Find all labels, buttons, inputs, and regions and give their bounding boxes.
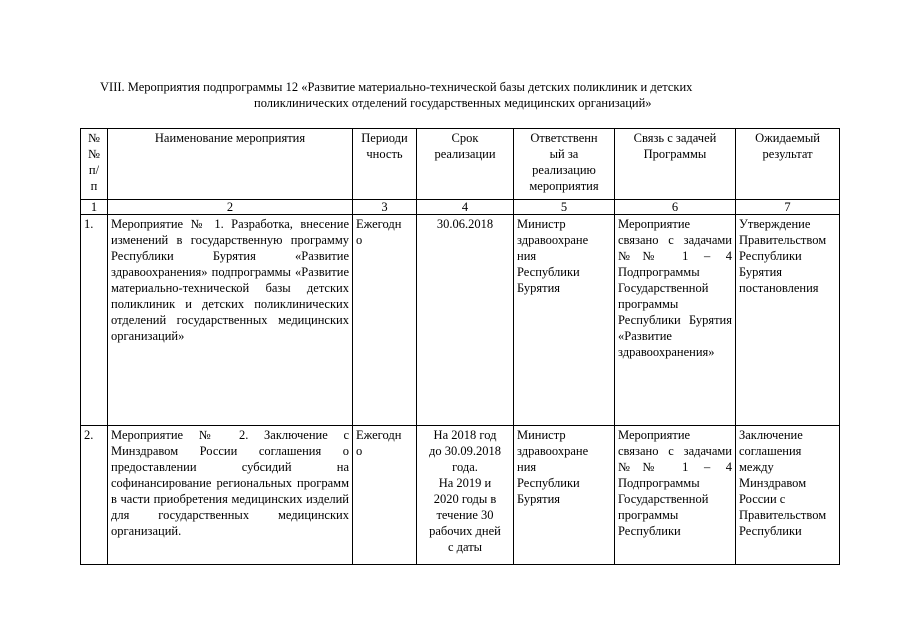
expected-result: Утверждение Правительством Республики Бурятия постановления bbox=[736, 215, 840, 426]
column-number: 4 bbox=[417, 200, 514, 215]
periodicity: Ежегодн о bbox=[353, 426, 417, 565]
table-row bbox=[81, 426, 840, 565]
program-link: Мероприятие связано с задачами №№ 1 – 4 Подпрограммы Государственной программы Республики Бурятия «Развитие здравоохранения» bbox=[615, 215, 736, 426]
table-header-row bbox=[81, 129, 840, 200]
measure-name: Мероприятие № 1. Разработка, внесение изменений в государственную программу Республики Бурятия «Развитие здравоохранения» подпрограммы «Развитие материально-технической базы детских поликлиник и детских поликлинических отделений государственных медицинских организаций» bbox=[108, 215, 353, 426]
header-expected-result: Ожидаемый результат bbox=[736, 129, 840, 200]
measures-table bbox=[80, 128, 840, 565]
responsible: Министр здравоохране ния Республики Бурятия bbox=[514, 426, 615, 565]
section-heading bbox=[100, 79, 840, 111]
row-number: 2. bbox=[81, 426, 108, 565]
header-term: Срок реализации bbox=[417, 129, 514, 200]
term: На 2018 год до 30.09.2018 года. На 2019 и 2020 годы в течение 30 рабочих дней с даты bbox=[417, 426, 514, 565]
section-heading-line-1: VIII. Мероприятия подпрограммы 12 «Развитие материально-технической базы детских поликлиник и детских bbox=[100, 80, 693, 94]
periodicity: Ежегодн о bbox=[353, 215, 417, 426]
header-responsible: Ответственн ый за реализацию мероприятия bbox=[514, 129, 615, 200]
header-number: № № п/ п bbox=[81, 129, 108, 200]
header-measure-name: Наименование мероприятия bbox=[108, 129, 353, 200]
responsible: Министр здравоохране ния Республики Бурятия bbox=[514, 215, 615, 426]
column-number: 3 bbox=[353, 200, 417, 215]
column-number: 7 bbox=[736, 200, 840, 215]
row-number: 1. bbox=[81, 215, 108, 426]
expected-result: Заключение соглашения между Минздравом России с Правительством Республики bbox=[736, 426, 840, 565]
section-heading-line-2: поликлинических отделений государственных медицинских организаций» bbox=[254, 96, 652, 110]
header-program-link: Связь с задачей Программы bbox=[615, 129, 736, 200]
term: 30.06.2018 bbox=[417, 215, 514, 426]
table-row bbox=[81, 215, 840, 426]
column-number: 2 bbox=[108, 200, 353, 215]
column-number-row bbox=[81, 200, 840, 215]
column-number: 6 bbox=[615, 200, 736, 215]
header-periodicity: Периоди чность bbox=[353, 129, 417, 200]
program-link: Мероприятие связано с задачами №№ 1 – 4 Подпрограммы Государственной программы Республики bbox=[615, 426, 736, 565]
measure-name: Мероприятие № 2. Заключение с Минздравом России соглашения о предоставлении субсидий на софинансирование региональных программ в части приобретения медицинских изделий для государственных медицинских организаций. bbox=[108, 426, 353, 565]
column-number: 5 bbox=[514, 200, 615, 215]
column-number: 1 bbox=[81, 200, 108, 215]
